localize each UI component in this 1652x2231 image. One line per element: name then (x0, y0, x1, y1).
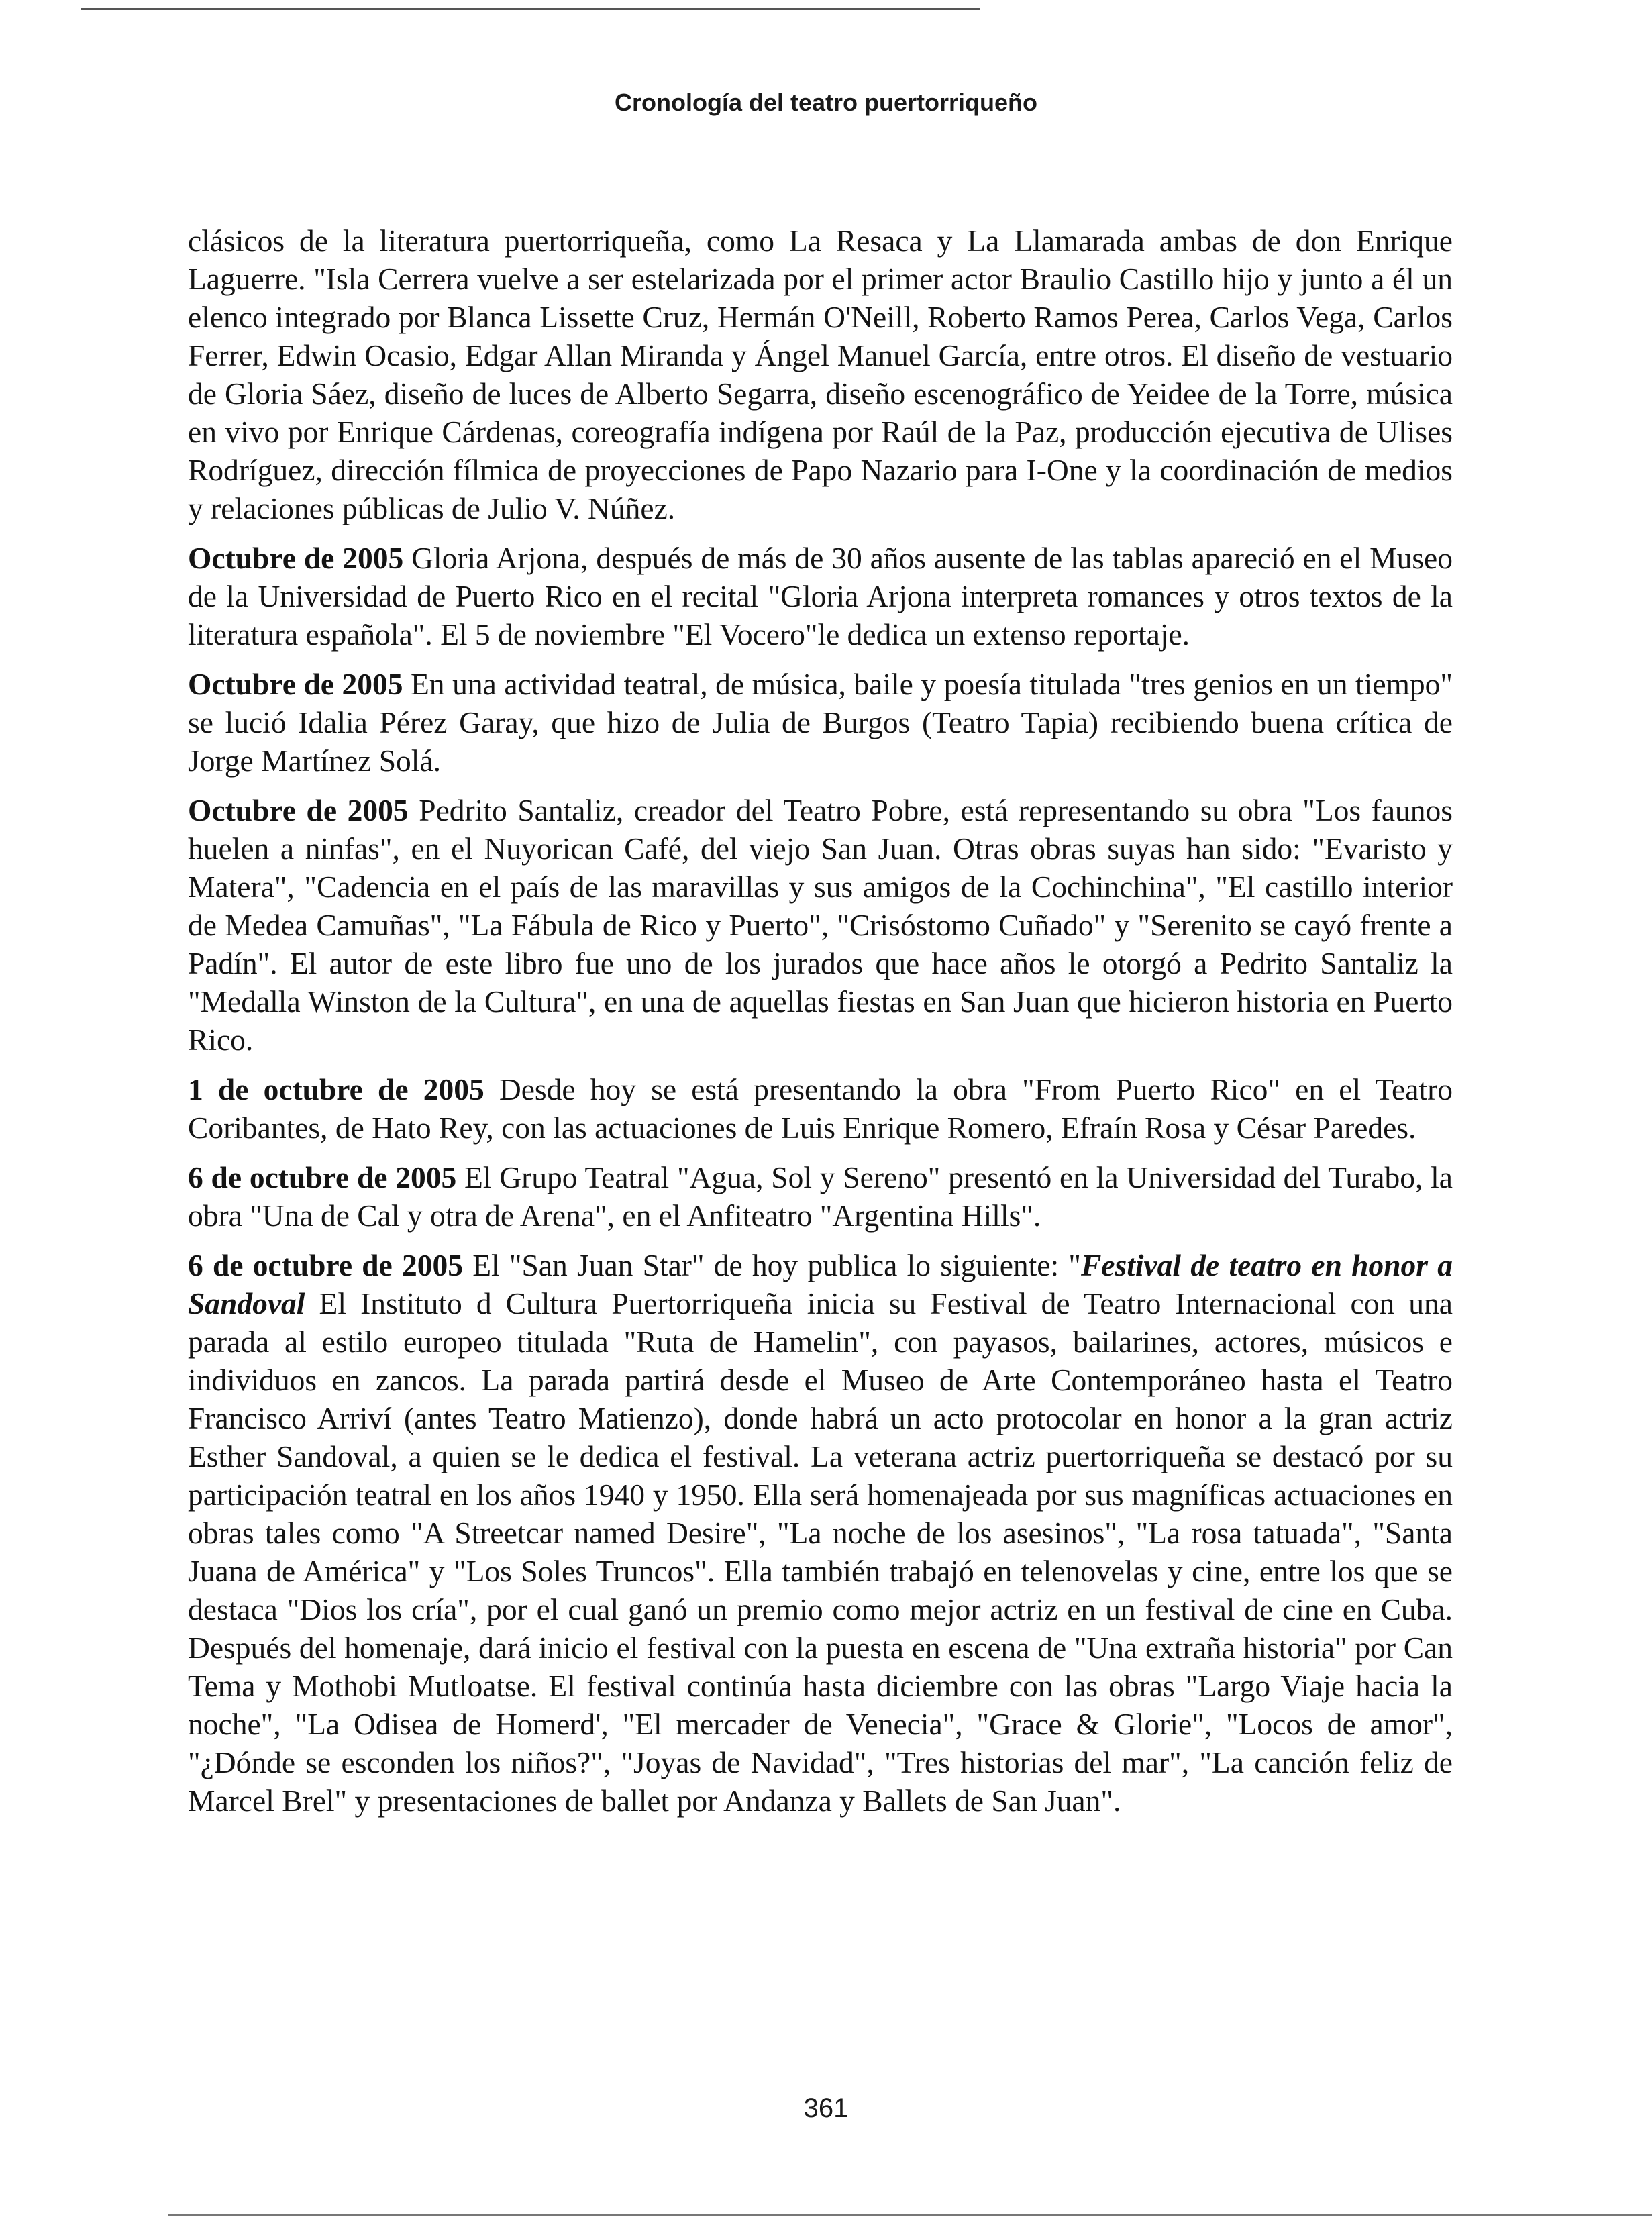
entry-paragraph (188, 665, 1453, 780)
page-number: 361 (803, 2093, 849, 2123)
entry-date: 1 de octubre de 2005 (188, 1072, 484, 1106)
entry-text: Pedrito Santaliz, creador del Teatro Pobre, está representando su obra "Los faunos huelen a ninfas", en el Nuyorican Café, del viejo San Juan. Otras obras suyas han sido: "Evaristo y Matera", "Cadencia en el país de las maravillas y sus amigos de la Cochinchina", "El castillo interior de Medea Camuñas", "La Fábula de Rico y Puerto", "Crisóstomo Cuñado" y "Serenito se cayó frente a Padín". El autor de este libro fue uno de los jurados que hace años le otorgó a Pedrito Santaliz la "Medalla Winston de la Cultura", en una de aquellas fiestas en San Juan que hicieron historia en Puerto Rico. (188, 793, 1453, 1057)
entry-text-intro: El "San Juan Star" de hoy publica lo siguiente: " (463, 1248, 1081, 1282)
paragraph-continuation (188, 221, 1453, 527)
entry-text: El Grupo Teatral "Agua, Sol y Sereno" presentó en la Universidad del Turabo, la obra "Una de Cal y otra de Arena", en el Anfiteatro "Argentina Hills". (188, 1160, 1453, 1233)
entry-paragraph (188, 1246, 1453, 1820)
paragraph-text: clásicos de la literatura puertorriqueña, como La Resaca y La Llamarada ambas de don Enrique Laguerre. "Isla Cerrera vuelve a ser estelarizada por el primer actor Braulio Castillo hijo y junto a él un elenco integrado por Blanca Lissette Cruz, Hermán O'Neill, Roberto Ramos Perea, Carlos Vega, Carlos Ferrer, Edwin Ocasio, Edgar Allan Miranda y Ángel Manuel García, entre otros. El diseño de vestuario de Gloria Sáez, diseño de luces de Alberto Segarra, diseño escenográfico de Yeidee de la Torre, música en vivo por Enrique Cárdenas, coreografía indígena por Raúl de la Paz, producción ejecutiva de Ulises Rodríguez, dirección fílmica de proyecciones de Papo Nazario para I-One y la coordinación de medios y relaciones públicas de Julio V. Núñez. (188, 223, 1453, 525)
entry-text: Gloria Arjona, después de más de 30 años ausente de las tablas apareció en el Museo de la Universidad de Puerto Rico en el recital "Gloria Arjona interpreta romances y otros textos de la literatura española". El 5 de noviembre "El Vocero"le dedica un extenso reportaje. (188, 541, 1453, 652)
entry-text: Desde hoy se está presentando la obra "From Puerto Rico" en el Teatro Coribantes, de Hato Rey, con las actuaciones de Luis Enrique Romero, Efraín Rosa y César Paredes. (188, 1072, 1453, 1145)
bottom-rule (168, 2214, 1652, 2216)
entry-paragraph (188, 791, 1453, 1059)
article-headline: Festival de teatro en honor a Sandoval (188, 1248, 1453, 1320)
entry-text: En una actividad teatral, de música, baile y poesía titulada "tres genios en un tiempo" se lució Idalia Pérez Garay, que hizo de Julia de Burgos (Teatro Tapia) recibiendo buena crítica de Jorge Martínez Solá. (188, 667, 1453, 778)
entry-text: El Instituto d Cultura Puertorriqueña inicia su Festival de Teatro Internacional con una parada al estilo europeo titulada "Ruta de Hamelin", con payasos, bailarines, actores, músicos e individuos en zancos. La parada partirá desde el Museo de Arte Contemporáneo hasta el Teatro Francisco Arriví (antes Teatro Matienzo), donde habrá un acto protocolar en honor a la gran actriz Esther Sandoval, a quien se le dedica el festival. La veterana actriz puertorriqueña se destacó por su participación teatral en los años 1940 y 1950. Ella será homenajeada por sus magníficas actuaciones en obras tales como "A Streetcar named Desire", "La noche de los asesinos", "La rosa tatuada", "Santa Juana de América" y "Los Soles Truncos". Ella también trabajó en telenovelas y cine, entre los que se destaca "Dios los cría", por el cual ganó un premio como mejor actriz en un festival de cine en Cuba. Después del homenaje, dará inicio el festival con la puesta en escena de "Una extraña historia" por Can Tema y Mothobi Mutloatse. El festival continúa hasta diciembre con las obras "Largo Viaje hacia la noche", "La Odisea de Homerd', "El mercader de Venecia", "Grace & Glorie", "Locos de amor", "¿Dónde se esconden los niños?", "Joyas de Navidad", "Tres historias del mar", "La canción feliz de Marcel Brel" y presentaciones de ballet por Andanza y Ballets de San Juan". (188, 1286, 1453, 1818)
entry-date: Octubre de 2005 (188, 667, 403, 701)
body-text (188, 221, 1453, 1831)
top-rule (81, 8, 980, 10)
entry-date: Octubre de 2005 (188, 541, 404, 575)
page-header: Cronología del teatro puertorriqueño (614, 89, 1038, 116)
entry-date: Octubre de 2005 (188, 793, 409, 827)
entry-paragraph (188, 1070, 1453, 1147)
entry-date: 6 de octubre de 2005 (188, 1160, 457, 1194)
entry-paragraph (188, 539, 1453, 654)
entry-date: 6 de octubre de 2005 (188, 1248, 463, 1282)
entry-paragraph (188, 1158, 1453, 1235)
